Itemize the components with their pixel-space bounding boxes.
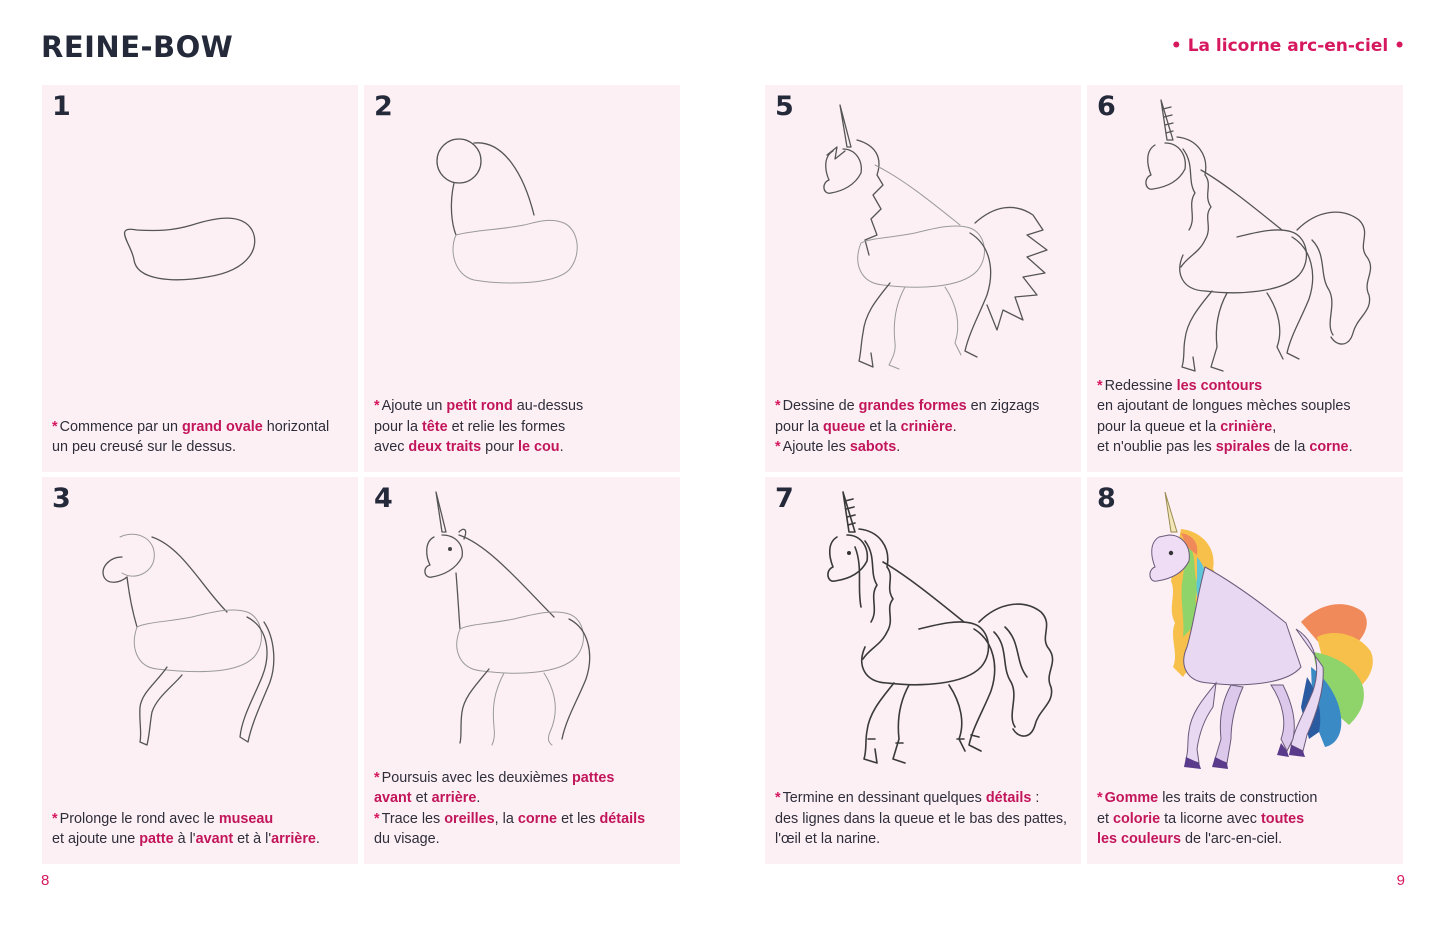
caption-line bbox=[775, 788, 1075, 809]
caption-text: pour bbox=[481, 439, 518, 456]
caption-keyword: museau bbox=[218, 810, 274, 827]
caption-keyword: corne bbox=[517, 810, 558, 827]
caption-line bbox=[1097, 417, 1397, 438]
caption-text: pour la bbox=[374, 418, 422, 435]
bullet-star-icon: * bbox=[775, 790, 781, 807]
caption-text: et n'oublie pas les bbox=[1097, 439, 1216, 456]
caption-text: . bbox=[476, 790, 481, 807]
caption-text: des lignes dans la queue et le bas des pattes, bbox=[775, 810, 1068, 827]
caption-text: en ajoutant de longues mèches souples bbox=[1097, 398, 1351, 415]
caption-text: de l'arc-en-ciel. bbox=[1180, 831, 1283, 848]
step-caption bbox=[52, 417, 352, 458]
caption-keyword: le cou bbox=[518, 439, 560, 456]
caption-text: l'œil et la narine. bbox=[775, 831, 881, 848]
caption-keyword: crinière bbox=[1220, 418, 1273, 435]
step-caption bbox=[52, 809, 352, 850]
step-panel-8 bbox=[1087, 477, 1403, 864]
caption-text: et bbox=[1097, 810, 1113, 827]
bullet-star-icon: * bbox=[1097, 377, 1103, 394]
step-panel-5 bbox=[765, 85, 1081, 472]
caption-text: : bbox=[1031, 790, 1040, 807]
caption-text: du visage. bbox=[374, 831, 440, 848]
caption-line bbox=[1097, 829, 1397, 850]
caption-text: Commence par un bbox=[59, 418, 182, 435]
caption-line bbox=[775, 809, 1075, 830]
caption-text: , la bbox=[494, 810, 518, 827]
caption-text: de la bbox=[1270, 439, 1310, 456]
caption-text: avec bbox=[374, 439, 409, 456]
drawing-step-7 bbox=[765, 477, 1081, 777]
step-panel-1 bbox=[42, 85, 358, 472]
caption-keyword: toutes bbox=[1260, 810, 1305, 827]
caption-line bbox=[52, 809, 352, 830]
bullet-star-icon: * bbox=[374, 810, 380, 827]
subtitle-text: La licorne arc-en-ciel bbox=[1187, 36, 1389, 56]
caption-text: les traits de construction bbox=[1158, 790, 1318, 807]
bullet-star-icon: * bbox=[775, 439, 781, 456]
caption-line bbox=[775, 437, 1075, 458]
caption-keyword: grand ovale bbox=[182, 418, 263, 435]
bullet-star-icon: * bbox=[52, 810, 58, 827]
caption-line bbox=[374, 809, 674, 830]
caption-text: , bbox=[1272, 418, 1277, 435]
step-panel-6 bbox=[1087, 85, 1403, 472]
drawing-step-6 bbox=[1087, 85, 1403, 385]
caption-text: au-dessus bbox=[512, 398, 584, 415]
caption-keyword: petit rond bbox=[446, 398, 513, 415]
drawing-step-1 bbox=[42, 85, 358, 385]
bullet-star-icon: * bbox=[1097, 790, 1103, 807]
caption-keyword: pattes bbox=[571, 769, 615, 786]
caption-text: ta licorne avec bbox=[1160, 810, 1261, 827]
caption-keyword: détails bbox=[985, 790, 1032, 807]
caption-line bbox=[1097, 376, 1397, 397]
caption-text: . bbox=[896, 439, 901, 456]
bullet-star-icon: * bbox=[775, 398, 781, 415]
step-number: 1 bbox=[52, 91, 71, 122]
caption-keyword: avant bbox=[195, 831, 234, 848]
bullet-star-icon: * bbox=[374, 398, 380, 415]
caption-keyword: les contours bbox=[1176, 377, 1263, 394]
step-number: 5 bbox=[775, 91, 794, 122]
section-subtitle bbox=[1171, 36, 1405, 56]
step-number: 3 bbox=[52, 483, 71, 514]
caption-text: et bbox=[411, 790, 432, 807]
step-number: 7 bbox=[775, 483, 794, 514]
caption-text: pour la bbox=[775, 418, 823, 435]
caption-line bbox=[52, 417, 352, 438]
caption-line bbox=[775, 396, 1075, 417]
caption-line bbox=[1097, 437, 1397, 458]
caption-text: à l' bbox=[173, 831, 196, 848]
caption-text: et la bbox=[865, 418, 901, 435]
caption-text: horizontal bbox=[262, 418, 330, 435]
page-number-left: 8 bbox=[41, 872, 50, 889]
caption-text: Trace les bbox=[381, 810, 445, 827]
drawing-step-2 bbox=[364, 85, 680, 385]
caption-line bbox=[374, 396, 674, 417]
caption-text: pour la queue et la bbox=[1097, 418, 1221, 435]
caption-line bbox=[52, 829, 352, 850]
drawing-step-4 bbox=[364, 477, 680, 777]
caption-line bbox=[374, 417, 674, 438]
page-title: REINE-BOW bbox=[41, 30, 234, 64]
caption-keyword: tête bbox=[422, 418, 448, 435]
caption-keyword: arrière bbox=[431, 790, 477, 807]
step-panel-2 bbox=[364, 85, 680, 472]
step-number: 8 bbox=[1097, 483, 1116, 514]
bullet-right: • bbox=[1394, 36, 1405, 56]
caption-line bbox=[374, 829, 674, 850]
caption-text: et relie les formes bbox=[447, 418, 566, 435]
caption-text: Redessine bbox=[1104, 377, 1177, 394]
caption-text: Poursuis avec les deuxièmes bbox=[381, 769, 572, 786]
caption-line bbox=[1097, 788, 1397, 809]
caption-line bbox=[52, 437, 352, 458]
caption-keyword: oreilles bbox=[444, 810, 495, 827]
caption-keyword: spirales bbox=[1215, 439, 1271, 456]
caption-text: Ajoute les bbox=[782, 439, 850, 456]
caption-keyword: Gomme bbox=[1104, 790, 1159, 807]
step-caption bbox=[1097, 376, 1397, 458]
bullet-star-icon: * bbox=[52, 418, 58, 435]
caption-keyword: détails bbox=[599, 810, 646, 827]
caption-text: Dessine de bbox=[782, 398, 859, 415]
caption-line bbox=[775, 417, 1075, 438]
caption-line bbox=[775, 829, 1075, 850]
caption-text: et les bbox=[557, 810, 600, 827]
step-number: 4 bbox=[374, 483, 393, 514]
caption-text: Termine en dessinant quelques bbox=[782, 790, 986, 807]
step-caption bbox=[374, 768, 674, 850]
caption-line bbox=[374, 437, 674, 458]
caption-text: un peu creusé sur le dessus. bbox=[52, 439, 236, 456]
step-caption bbox=[374, 396, 674, 458]
caption-keyword: corne bbox=[1309, 439, 1349, 456]
caption-keyword: colorie bbox=[1113, 810, 1161, 827]
caption-text: . bbox=[952, 418, 957, 435]
drawing-step-8 bbox=[1087, 477, 1403, 777]
bullet-star-icon: * bbox=[374, 769, 380, 786]
page-number-right: 9 bbox=[1396, 872, 1405, 889]
caption-text: Prolonge le rond avec le bbox=[59, 810, 219, 827]
step-caption bbox=[775, 396, 1075, 458]
caption-line bbox=[374, 788, 674, 809]
step-number: 6 bbox=[1097, 91, 1116, 122]
caption-line bbox=[374, 768, 674, 789]
bullet-left: • bbox=[1170, 36, 1182, 56]
step-number: 2 bbox=[374, 91, 393, 122]
caption-keyword: arrière bbox=[271, 831, 316, 848]
caption-keyword: grandes formes bbox=[858, 398, 967, 415]
caption-text: . bbox=[1348, 439, 1353, 456]
caption-line bbox=[1097, 809, 1397, 830]
caption-keyword: patte bbox=[139, 831, 174, 848]
caption-keyword: les couleurs bbox=[1097, 831, 1181, 848]
caption-keyword: deux traits bbox=[408, 439, 482, 456]
step-panel-3 bbox=[42, 477, 358, 864]
step-caption bbox=[1097, 788, 1397, 850]
caption-keyword: crinière bbox=[900, 418, 953, 435]
step-caption bbox=[775, 788, 1075, 850]
drawing-step-5 bbox=[765, 85, 1081, 385]
caption-text: en zigzags bbox=[966, 398, 1040, 415]
caption-keyword: sabots bbox=[849, 439, 897, 456]
caption-text: . bbox=[559, 439, 564, 456]
caption-text: Ajoute un bbox=[381, 398, 447, 415]
caption-text: . bbox=[315, 831, 320, 848]
caption-text: et ajoute une bbox=[52, 831, 140, 848]
drawing-step-3 bbox=[42, 477, 358, 777]
step-panel-4 bbox=[364, 477, 680, 864]
caption-keyword: queue bbox=[823, 418, 866, 435]
caption-keyword: avant bbox=[374, 790, 412, 807]
caption-line bbox=[1097, 396, 1397, 417]
step-panel-7 bbox=[765, 477, 1081, 864]
caption-text: et à l' bbox=[233, 831, 272, 848]
